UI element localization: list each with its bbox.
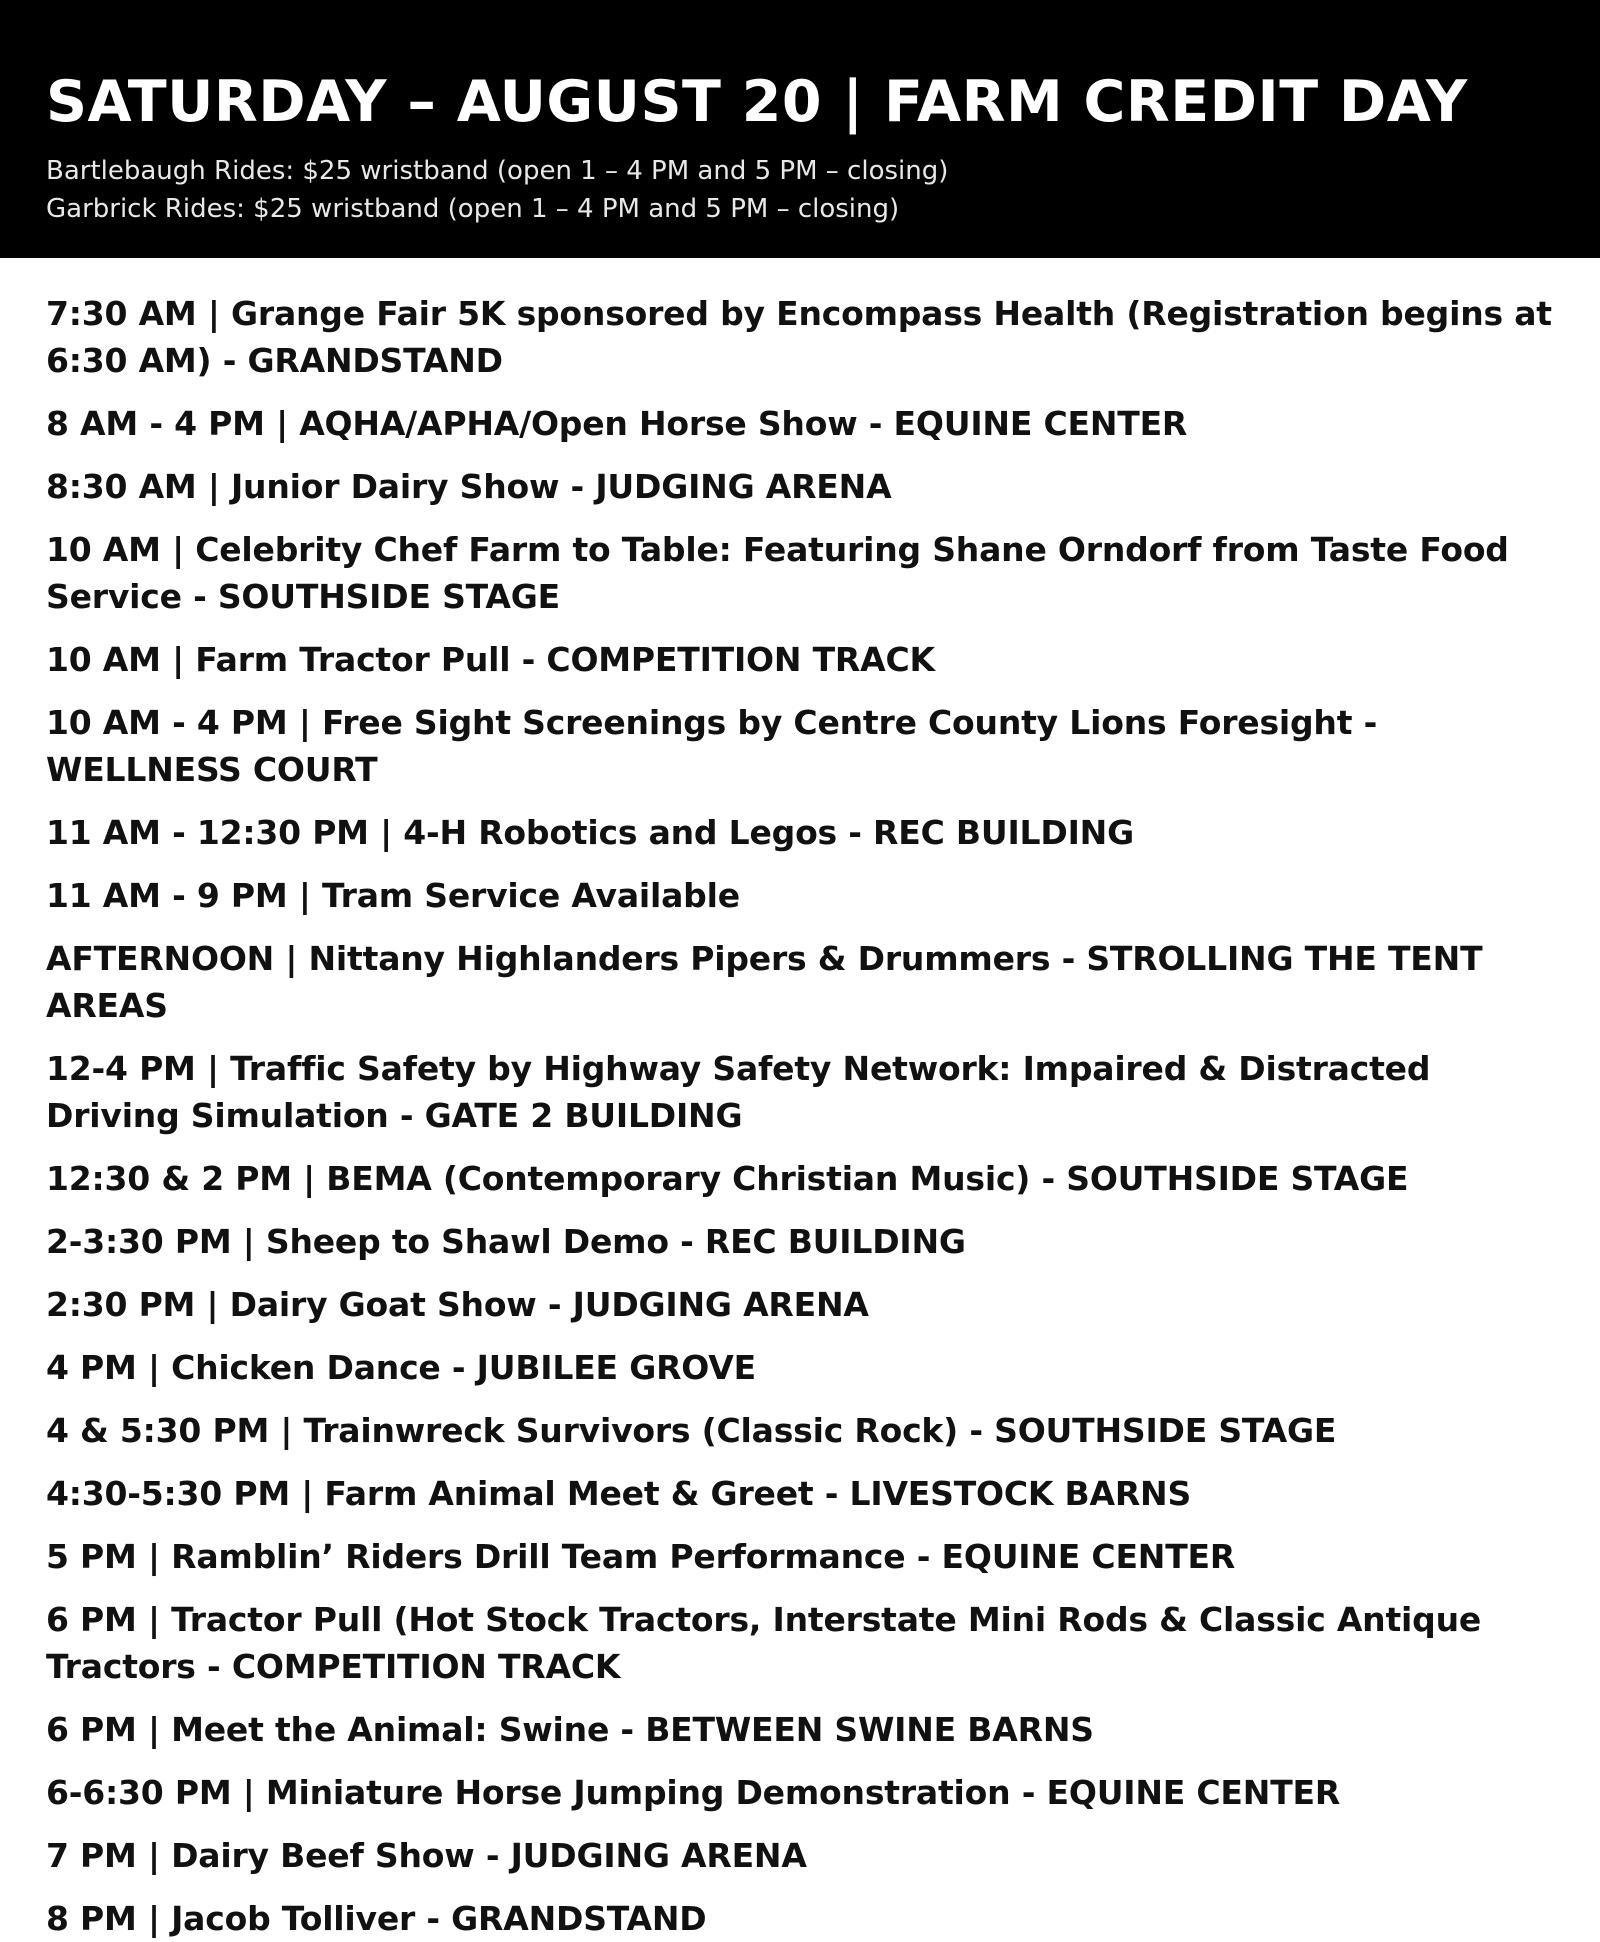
schedule-entry: 12-4 PM | Traffic Safety by Highway Safety Network: Impaired & Distracted Driving Simulation - GATE 2 BUILDING [46,1049,1431,1135]
schedule-entry: 2-3:30 PM | Sheep to Shawl Demo - REC BUILDING [46,1222,966,1261]
schedule-entry: 6-6:30 PM | Miniature Horse Jumping Demonstration - EQUINE CENTER [46,1773,1341,1812]
schedule-entry: 11 AM - 12:30 PM | 4-H Robotics and Legos - REC BUILDING [46,813,1134,852]
schedule-entry: 4 & 5:30 PM | Trainwreck Survivors (Classic Rock) - SOUTHSIDE STAGE [46,1411,1337,1450]
schedule-entry: 10 AM | Celebrity Chef Farm to Table: Featuring Shane Orndorf from Taste Food Service - SOUTHSIDE STAGE [46,530,1509,616]
schedule-entry: 4 PM | Chicken Dance - JUBILEE GROVE [46,1348,756,1387]
schedule-entry: 12:30 & 2 PM | BEMA (Contemporary Christian Music) - SOUTHSIDE STAGE [46,1159,1409,1198]
schedule-entry: 8 PM | Jacob Tolliver - GRANDSTAND [46,1899,707,1938]
schedule-entry: 11 AM - 9 PM | Tram Service Available [46,876,740,915]
schedule-entry: 10 AM - 4 PM | Free Sight Screenings by Centre County Lions Foresight - WELLNESS COURT [46,703,1378,789]
garbrick-rides-line: Garbrick Rides: $25 wristband (open 1 – 4 PM and 5 PM – closing) [46,194,900,224]
bartlebaugh-rides-line: Bartlebaugh Rides: $25 wristband (open 1 – 4 PM and 5 PM – closing) [46,156,949,186]
schedule-entry: 6 PM | Meet the Animal: Swine - BETWEEN SWINE BARNS [46,1710,1094,1749]
schedule-entry: 8 AM - 4 PM | AQHA/APHA/Open Horse Show - EQUINE CENTER [46,404,1188,443]
schedule-entry: 6 PM | Tractor Pull (Hot Stock Tractors, Interstate Mini Rods & Classic Antique Tractors - COMPETITION TRACK [46,1600,1482,1686]
event-schedule [0,258,1600,1942]
schedule-entry: 4:30-5:30 PM | Farm Animal Meet & Greet - LIVESTOCK BARNS [46,1474,1192,1513]
schedule-entry: 7 PM | Dairy Beef Show - JUDGING ARENA [46,1836,807,1875]
day-header [0,0,1600,258]
schedule-entry: 7:30 AM | Grange Fair 5K sponsored by Encompass Health (Registration begins at 6:30 AM) - GRANDSTAND [46,294,1552,380]
schedule-entry: AFTERNOON | Nittany Highlanders Pipers & Drummers - STROLLING THE TENT AREAS [46,939,1483,1025]
schedule-entry: 2:30 PM | Dairy Goat Show - JUDGING ARENA [46,1285,869,1324]
day-title: SATURDAY – AUGUST 20 | FARM CREDIT DAY [46,69,1468,135]
schedule-entry: 10 AM | Farm Tractor Pull - COMPETITION TRACK [46,640,935,679]
schedule-entry: 5 PM | Ramblin’ Riders Drill Team Performance - EQUINE CENTER [46,1537,1236,1576]
rides-info [46,152,1554,228]
schedule-entry: 8:30 AM | Junior Dairy Show - JUDGING ARENA [46,467,892,506]
